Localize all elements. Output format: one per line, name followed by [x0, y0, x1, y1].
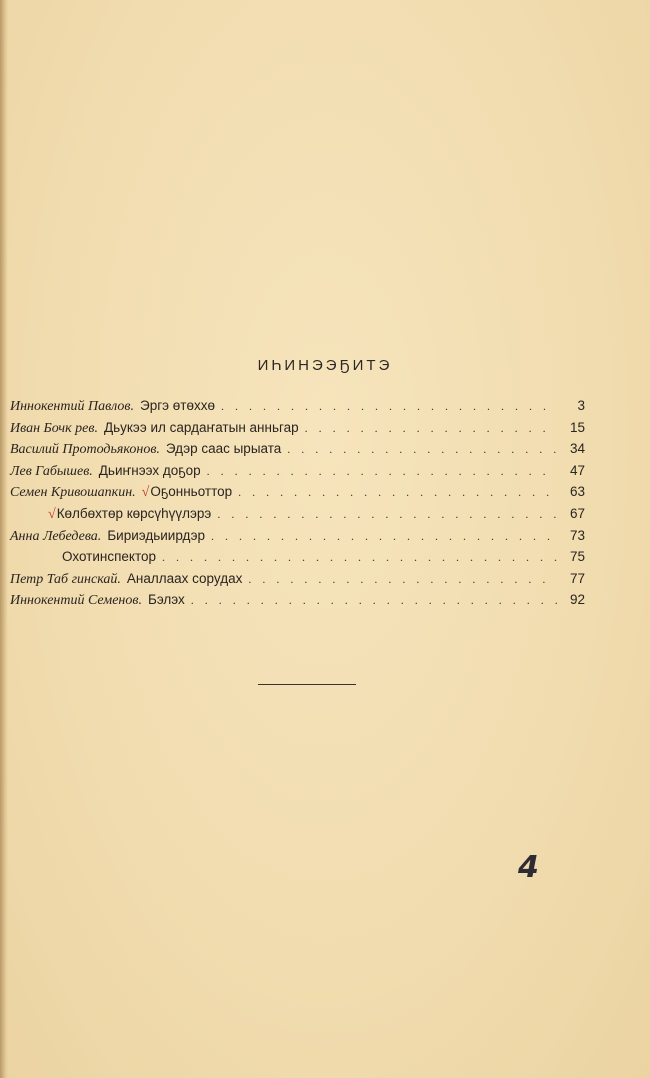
toc-title: Бириэдьиирдэр: [107, 527, 205, 543]
toc-leader-dots: [287, 439, 557, 461]
horizontal-rule: [258, 684, 356, 685]
toc-author: Иван Бочк рев.: [10, 420, 98, 436]
red-checkmark-icon: √: [141, 485, 150, 501]
toc-author: Иннокентий Семенов.: [10, 593, 142, 609]
toc-leader-dots: [217, 504, 557, 526]
toc-leader-dots: [207, 461, 557, 483]
toc-leader-dots: [211, 526, 557, 548]
toc-title: Эдэр саас ырыата: [165, 441, 282, 457]
toc-title: Охотинспектор: [62, 549, 157, 565]
toc-title: Аналлаах сорудах: [126, 570, 243, 586]
red-checkmark-icon: √: [48, 506, 56, 522]
toc-entry: [10, 546, 585, 568]
toc-author: Семен Кривошапкин.: [10, 485, 136, 501]
handwritten-number: 4: [518, 850, 539, 885]
toc-entry: [10, 568, 585, 590]
toc-leader-dots: [221, 396, 557, 418]
toc-leader-dots: [248, 569, 557, 591]
toc-title: Бэлэх: [147, 592, 185, 608]
toc-author: Иннокентий Павлов.: [10, 399, 135, 414]
toc-entry: [10, 589, 585, 611]
toc-page-number: 34: [569, 441, 585, 457]
toc-leader-dots: [162, 547, 557, 569]
toc-leader-dots: [238, 482, 557, 504]
contents-heading: ИҺИНЭЭҔИТЭ: [257, 357, 393, 374]
toc-title: Көлбөхтөр көрсүһүүлэрэ: [56, 505, 212, 521]
page-spine-shadow: [0, 0, 8, 1078]
toc-entry: [10, 525, 585, 547]
toc-page-number: 67: [569, 505, 585, 521]
toc-page-number: 73: [569, 527, 585, 543]
toc-page-number: 75: [569, 549, 585, 565]
toc-author: Василий Протодьяконов.: [10, 442, 160, 458]
toc-entry: [10, 417, 585, 439]
toc-page-number: 92: [569, 592, 585, 608]
toc-page-number: 47: [569, 462, 585, 478]
toc-title: Оҕонньоттор: [150, 484, 233, 500]
toc-entry: [10, 503, 585, 525]
toc-leader-dots: [305, 418, 557, 440]
toc-title: Эргэ өтөххө: [140, 398, 215, 413]
toc-entry: [10, 395, 585, 417]
toc-page-number: 77: [569, 570, 585, 586]
toc-page-number: 15: [569, 419, 585, 435]
toc-entry: [10, 460, 585, 482]
toc-page-number: 63: [569, 484, 585, 500]
toc-entry: [10, 438, 585, 460]
table-of-contents: [10, 395, 585, 611]
toc-entry: [10, 481, 585, 503]
toc-author: Петр Таб гинскай.: [10, 571, 121, 587]
toc-title: Дьукээ ил сардаҥатын анньгар: [103, 419, 299, 435]
toc-page-number: 3: [577, 398, 585, 413]
toc-leader-dots: [191, 590, 557, 612]
toc-title: Дьиҥнээх доҕор: [98, 462, 201, 478]
toc-author: Анна Лебедева.: [10, 528, 102, 544]
toc-author: Лев Габышев.: [10, 463, 93, 479]
